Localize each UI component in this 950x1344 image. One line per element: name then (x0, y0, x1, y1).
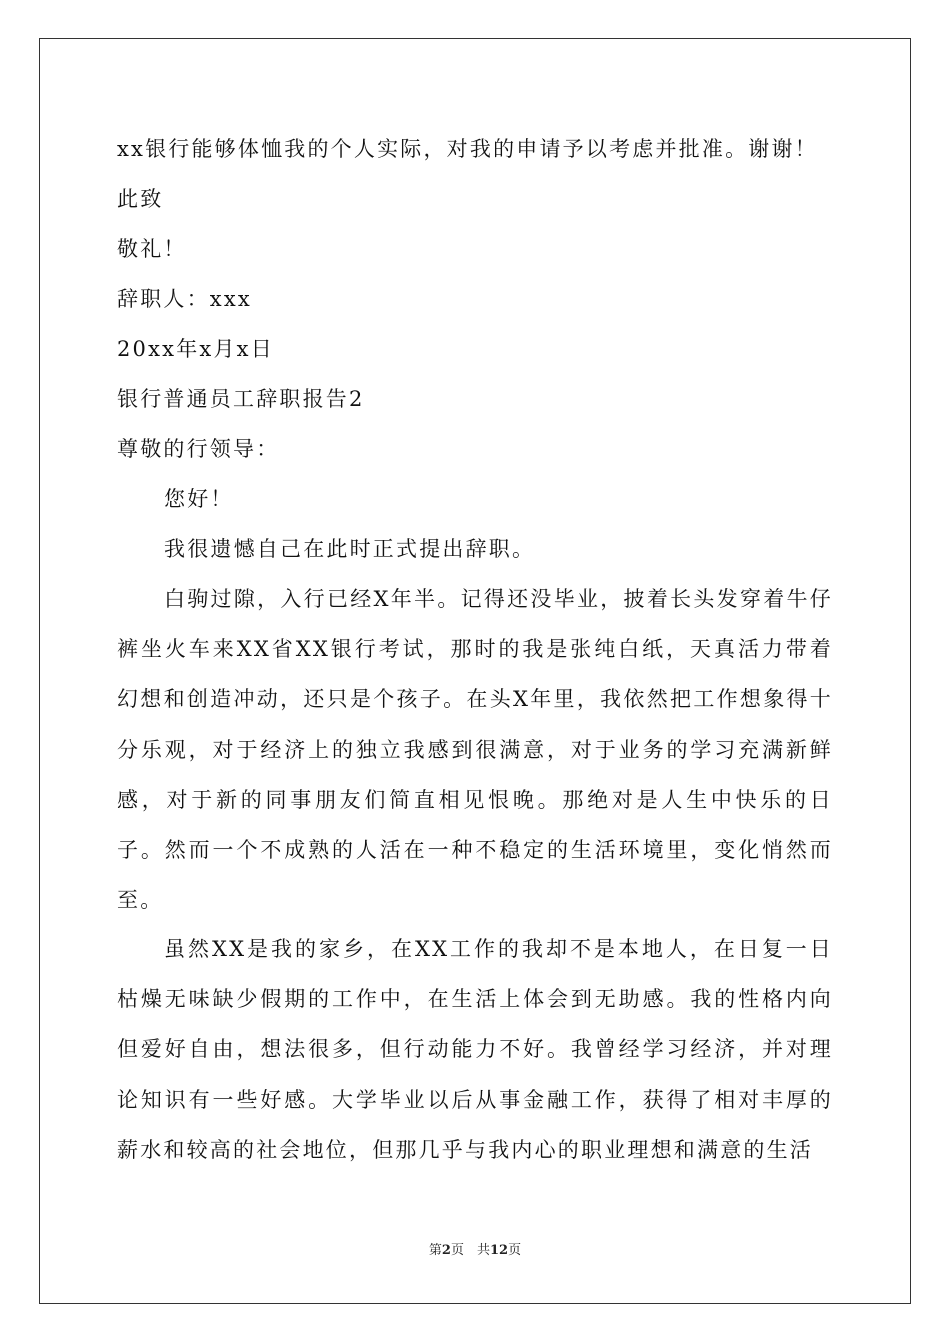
date-line: 20xx年x月x日 (117, 337, 274, 361)
body-paragraph-1: 白驹过隙，入行已经X年半。记得还没毕业，披着长头发穿着牛仔裤坐火车来XX省XX银行考试，那时的我是张纯白纸，天真活力带着幻想和创造冲动，还只是个孩子。在头X年里，我依然把工作想象得十分乐观，对于经济上的独立我感到很满意，对于业务的学习充满新鲜感，对于新的同事朋友们简直相见恨晚。那绝对是人生中快乐的日子。然而一个不成熟的人活在一种不稳定的生活环境里，变化悄然而至。 (117, 587, 833, 913)
page-total: 12 (489, 1243, 509, 1258)
greeting: 您好！ (164, 487, 234, 511)
page-current: 2 (441, 1243, 451, 1258)
addressee-line: 尊敬的行领导： (117, 437, 280, 461)
salutation-jingli: 敬礼！ (117, 237, 187, 261)
salutation-cizhi: 此致 (117, 187, 164, 211)
report-title: 银行普通员工辞职报告2 (117, 387, 365, 411)
page-suffix: 页 (508, 1243, 522, 1258)
page-mid: 页 共 (450, 1243, 490, 1258)
body-paragraph-2: 虽然XX是我的家乡，在XX工作的我却不是本地人，在日复一日枯燥无味缺少假期的工作中，在生活上体会到无助感。我的性格内向但爱好自由，想法很多，但行动能力不好。我曾经学习经济，并对理论知识有一些好感。大学毕业以后从事金融工作，获得了相对丰厚的薪水和较高的社会地位，但那几乎与我内心的职业理想和满意的生活 (117, 937, 833, 1162)
page-prefix: 第 (428, 1243, 442, 1258)
intro-sentence: 我很遗憾自己在此时正式提出辞职。 (164, 537, 536, 561)
signature-line: 辞职人：xxx (117, 287, 252, 311)
closing-request-line: xx银行能够体恤我的个人实际，对我的申请予以考虑并批准。谢谢！ (117, 137, 818, 161)
page-footer (0, 1242, 950, 1260)
